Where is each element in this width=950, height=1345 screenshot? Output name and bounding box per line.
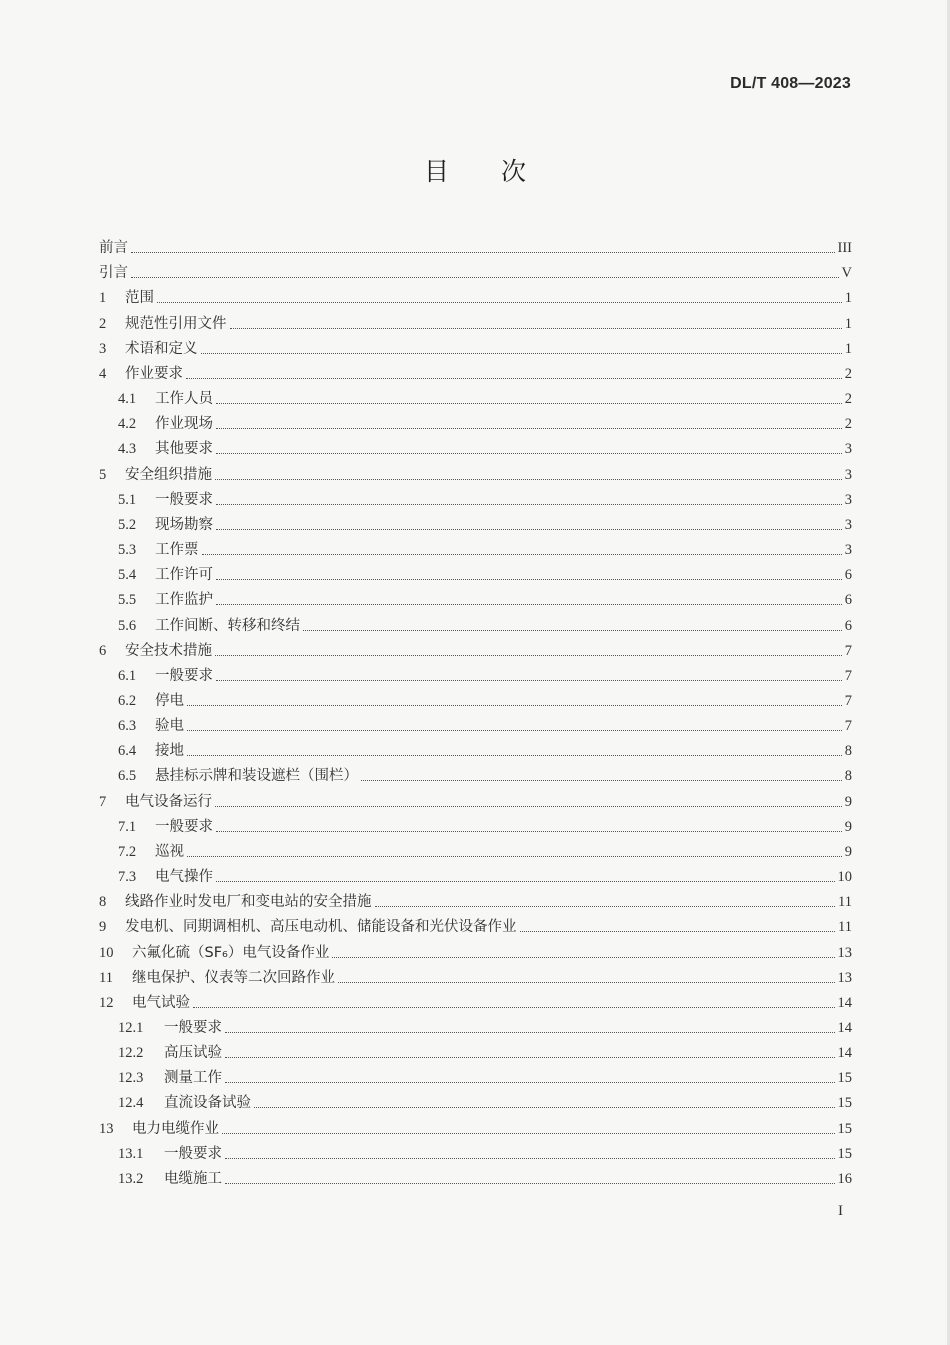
toc-entry-number: 5.5	[118, 592, 137, 609]
toc-entry-number: 10	[99, 944, 114, 961]
toc-dot-leader	[225, 1183, 835, 1184]
toc-entry-label: 安全技术措施	[125, 642, 212, 659]
toc-entry-number: 6.4	[118, 743, 137, 760]
toc-entry-label: 作业现场	[155, 416, 213, 433]
toc-entry-label: 工作监护	[155, 592, 213, 609]
toc-entry-page: 1	[844, 340, 852, 357]
toc-dot-leader	[215, 655, 842, 656]
toc-entry-page: 1	[844, 290, 852, 307]
toc-entry-page: 11	[838, 894, 852, 911]
toc-entry[interactable]	[99, 635, 852, 660]
toc-dot-leader	[157, 302, 842, 303]
toc-entry[interactable]	[99, 408, 852, 433]
toc-entry-label: 继电保护、仪表等二次回路作业	[132, 969, 335, 986]
toc-dot-leader	[216, 881, 835, 882]
toc-entry-label: 测量工作	[164, 1070, 222, 1087]
toc-dot-leader	[361, 780, 842, 781]
toc-dot-leader	[216, 428, 842, 429]
toc-entry-page: 1	[844, 315, 852, 332]
toc-entry[interactable]	[99, 282, 852, 307]
toc-dot-leader	[216, 403, 842, 404]
toc-entry[interactable]	[99, 685, 852, 710]
toc-entry[interactable]	[99, 760, 852, 785]
toc-entry-number: 1	[99, 290, 107, 307]
toc-entry[interactable]	[99, 358, 852, 383]
toc-entry-label: 直流设备试验	[164, 1095, 251, 1112]
toc-entry[interactable]	[99, 987, 852, 1012]
toc-dot-leader	[216, 604, 842, 605]
toc-entry-page: 15	[837, 1095, 852, 1112]
toc-dot-leader	[201, 353, 842, 354]
toc-entry-page: III	[837, 240, 852, 257]
toc-entry-number: 4.2	[118, 416, 137, 433]
toc-entry-label: 工作票	[155, 542, 199, 559]
toc-entry-label: 一般要求	[164, 1020, 222, 1036]
toc-dot-leader	[520, 931, 836, 932]
toc-entry-page: 3	[844, 542, 852, 559]
toc-entry[interactable]	[99, 333, 852, 358]
toc-dot-leader	[254, 1107, 835, 1108]
toc-entry[interactable]	[99, 1087, 852, 1112]
toc-entry-page: 7	[844, 718, 852, 735]
toc-dot-leader	[375, 906, 836, 907]
toc-entry-label: 安全组织措施	[125, 466, 212, 483]
toc-entry-label: 电气操作	[155, 869, 213, 886]
toc-entry[interactable]	[99, 710, 852, 735]
toc-entry-label: 验电	[155, 718, 184, 735]
toc-dot-leader	[222, 1133, 835, 1134]
toc-entry-label: 一般要求	[164, 1145, 222, 1162]
toc-dot-leader	[216, 680, 842, 681]
toc-entry-page: 3	[844, 441, 852, 458]
toc-entry-label: 发电机、同期调相机、高压电动机、储能设备和光伏设备作业	[125, 919, 517, 936]
toc-entry[interactable]	[99, 232, 852, 257]
toc-dot-leader	[225, 1032, 835, 1033]
toc-entry[interactable]	[99, 383, 852, 408]
toc-entry-number: 6.3	[118, 718, 137, 735]
toc-entry-label: 线路作业时发电厂和变电站的安全措施	[125, 894, 372, 911]
toc-entry-page: 15	[837, 1145, 852, 1162]
toc-entry[interactable]	[99, 1012, 852, 1037]
toc-entry-number: 4.1	[118, 391, 137, 408]
toc-entry-number: 12.2	[118, 1045, 144, 1062]
toc-entry-page: 9	[844, 793, 852, 810]
toc-entry-label: 电力电缆作业	[132, 1120, 219, 1137]
toc-entry-page: 8	[844, 768, 852, 785]
toc-entry-page: 14	[837, 1020, 852, 1036]
toc-entry-number: 7.1	[118, 818, 137, 835]
toc-entry-page: 8	[844, 743, 852, 760]
toc-entry[interactable]	[99, 936, 852, 961]
toc-entry-number: 6.1	[118, 667, 137, 684]
toc-entry-number: 13	[99, 1120, 114, 1137]
toc-entry-number: 5	[99, 466, 107, 483]
toc-dot-leader	[202, 554, 842, 555]
toc-entry-page: 16	[837, 1170, 852, 1187]
toc-entry-page: 10	[837, 869, 852, 886]
toc-title	[0, 152, 950, 188]
toc-entry-number: 6	[99, 642, 107, 659]
toc-entry-number: 12.4	[118, 1095, 144, 1112]
toc-entry[interactable]	[99, 509, 852, 534]
toc-entry-page: 6	[844, 567, 852, 584]
toc-entry-label: 范围	[125, 290, 154, 307]
toc-entry-number: 7.2	[118, 843, 137, 860]
toc-entry-page: 3	[844, 491, 852, 508]
toc-entry-label: 巡视	[155, 843, 184, 860]
toc-dot-leader	[216, 529, 842, 530]
toc-entry-page: 7	[844, 692, 852, 709]
toc-entry-label: 六氟化硫（SF₆）电气设备作业	[132, 944, 330, 961]
toc-entry-page: 15	[837, 1120, 852, 1137]
toc-entry[interactable]	[99, 1062, 852, 1087]
toc-entry[interactable]	[99, 1112, 852, 1137]
toc-entry-label: 现场勘察	[155, 516, 213, 533]
toc-entry-label: 停电	[155, 692, 184, 709]
toc-entry[interactable]	[99, 307, 852, 332]
toc-entry-number: 11	[99, 969, 113, 986]
toc-dot-leader	[225, 1082, 835, 1083]
toc-entry-page: 6	[844, 617, 852, 634]
toc-entry-page: 3	[844, 466, 852, 483]
toc-dot-leader	[187, 856, 842, 857]
toc-entry[interactable]	[99, 1037, 852, 1062]
toc-entry-page: 7	[844, 667, 852, 684]
toc-entry-label: 悬挂标示牌和装设遮栏（围栏）	[155, 768, 358, 785]
toc-dot-leader	[216, 453, 842, 454]
toc-entry[interactable]	[99, 484, 852, 509]
toc-dot-leader	[215, 479, 842, 480]
toc-dot-leader	[193, 1007, 835, 1008]
toc-entry-page: 13	[837, 969, 852, 986]
toc-entry-page: 14	[837, 994, 852, 1011]
toc-entry-label: 前言	[99, 240, 128, 257]
toc-dot-leader	[131, 252, 835, 253]
toc-entry-label: 电气设备运行	[125, 793, 212, 810]
toc-entry[interactable]	[99, 811, 852, 836]
toc-entry[interactable]	[99, 559, 852, 584]
toc-entry-page: 2	[844, 365, 852, 382]
toc-entry-label: 电缆施工	[164, 1170, 222, 1187]
toc-entry-label: 高压试验	[164, 1045, 222, 1062]
page-number: I	[838, 1203, 843, 1219]
toc-dot-leader	[216, 504, 842, 505]
toc-entry-number: 8	[99, 894, 107, 911]
toc-entry[interactable]	[99, 886, 852, 911]
toc-entry[interactable]	[99, 911, 852, 936]
toc-entry-number: 12.1	[118, 1020, 144, 1036]
toc-entry-number: 5.1	[118, 491, 137, 508]
toc-entry-number: 3	[99, 340, 107, 357]
toc-entry-number: 5.4	[118, 567, 137, 584]
toc-entry-number: 12	[99, 994, 114, 1011]
toc-dot-leader	[338, 982, 835, 983]
toc-dot-leader	[230, 328, 842, 329]
toc-entry-label: 术语和定义	[125, 340, 198, 357]
toc-title-char-2: 次	[501, 157, 527, 186]
toc-entry-number: 5.6	[118, 617, 137, 634]
toc-entry-page: 14	[837, 1045, 852, 1062]
toc-entry-label: 其他要求	[155, 441, 213, 458]
toc-entry-number: 5.3	[118, 542, 137, 559]
toc-dot-leader	[215, 806, 842, 807]
toc-entry-number: 13.1	[118, 1145, 144, 1162]
toc-dot-leader	[186, 378, 842, 379]
toc-entry-page: 6	[844, 592, 852, 609]
toc-entry-number: 4.3	[118, 441, 137, 458]
table-of-contents	[99, 232, 852, 1188]
toc-entry-number: 2	[99, 315, 107, 332]
toc-entry[interactable]	[99, 660, 852, 685]
toc-entry-page: V	[841, 265, 852, 282]
toc-entry-page: 2	[844, 416, 852, 433]
document-code: DL/T 408—2023	[730, 75, 851, 92]
toc-dot-leader	[216, 579, 842, 580]
toc-dot-leader	[187, 755, 842, 756]
toc-entry-page: 13	[837, 944, 852, 961]
toc-entry[interactable]	[99, 1138, 852, 1163]
toc-entry-label: 工作人员	[155, 391, 213, 408]
toc-entry-label: 工作许可	[155, 567, 213, 584]
toc-entry-number: 9	[99, 919, 107, 936]
toc-entry-page: 3	[844, 516, 852, 533]
toc-entry-page: 9	[844, 843, 852, 860]
toc-entry-number: 7.3	[118, 869, 137, 886]
toc-entry-number: 12.3	[118, 1070, 144, 1087]
toc-entry-number: 13.2	[118, 1170, 144, 1187]
toc-entry-page: 9	[844, 818, 852, 835]
toc-entry-number: 5.2	[118, 516, 137, 533]
toc-entry[interactable]	[99, 458, 852, 483]
toc-title-char-1: 目	[423, 157, 449, 186]
toc-entry-page: 2	[844, 391, 852, 408]
toc-entry[interactable]	[99, 735, 852, 760]
toc-dot-leader	[303, 630, 842, 631]
toc-entry[interactable]	[99, 534, 852, 559]
toc-dot-leader	[187, 705, 842, 706]
toc-entry-number: 6.2	[118, 692, 137, 709]
toc-entry[interactable]	[99, 433, 852, 458]
toc-dot-leader	[187, 730, 842, 731]
toc-entry-label: 接地	[155, 743, 184, 760]
toc-entry-label: 工作间断、转移和终结	[155, 617, 300, 634]
toc-entry-page: 7	[844, 642, 852, 659]
toc-entry[interactable]	[99, 584, 852, 609]
toc-entry-number: 4	[99, 365, 107, 382]
toc-entry-page: 11	[838, 919, 852, 936]
toc-entry[interactable]	[99, 257, 852, 282]
toc-entry-number: 7	[99, 793, 107, 810]
toc-entry[interactable]	[99, 609, 852, 634]
toc-entry-label: 一般要求	[155, 818, 213, 835]
toc-entry-page: 15	[837, 1070, 852, 1087]
toc-entry[interactable]	[99, 1163, 852, 1188]
toc-entry[interactable]	[99, 836, 852, 861]
toc-entry[interactable]	[99, 861, 852, 886]
toc-dot-leader	[131, 277, 839, 278]
toc-entry[interactable]	[99, 785, 852, 810]
toc-entry-label: 作业要求	[125, 365, 183, 382]
toc-entry-label: 规范性引用文件	[125, 315, 227, 332]
toc-dot-leader	[216, 831, 842, 832]
toc-entry-label: 一般要求	[155, 667, 213, 684]
toc-dot-leader	[225, 1057, 835, 1058]
toc-entry-number: 6.5	[118, 768, 137, 785]
toc-entry-label: 一般要求	[155, 491, 213, 508]
toc-dot-leader	[225, 1158, 835, 1159]
toc-entry-label: 电气试验	[132, 994, 190, 1011]
toc-entry-label: 引言	[99, 265, 128, 282]
toc-dot-leader	[332, 957, 834, 958]
toc-entry[interactable]	[99, 962, 852, 987]
